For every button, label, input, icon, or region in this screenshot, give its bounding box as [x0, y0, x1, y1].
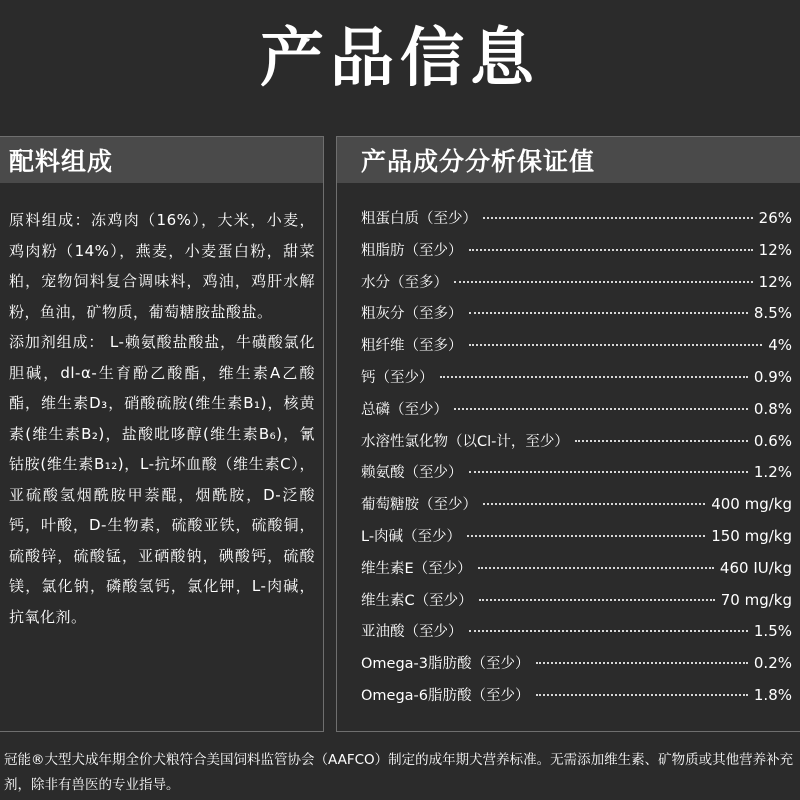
analysis-value: 0.6%: [753, 431, 792, 450]
footnote: 冠能®大型犬成年期全价犬粮符合美国饲料监管协会（AAFCO）制定的成年期犬营养标准。无需添加维生素、矿物质或其他营养补充剂，除非有兽医的专业指导。: [4, 752, 794, 793]
analysis-value: 12%: [758, 272, 792, 291]
ingredients-panel: [0, 136, 324, 732]
dotted-leader: [483, 217, 753, 219]
analysis-row: [361, 426, 792, 458]
analysis-value: 12%: [758, 240, 792, 259]
analysis-row: [361, 585, 792, 617]
analysis-list: [337, 183, 800, 712]
analysis-heading: 产品成分分析保证值: [337, 137, 800, 183]
dotted-leader: [469, 471, 748, 473]
dotted-leader: [478, 567, 714, 569]
analysis-label: 维生素C（至少）: [361, 592, 473, 609]
analysis-row: [361, 298, 792, 330]
analysis-label: 粗纤维（至多）: [361, 338, 463, 355]
analysis-value: 70 mg/kg: [720, 590, 792, 609]
analysis-label: 总磷（至少）: [361, 401, 448, 418]
dotted-leader: [440, 376, 748, 378]
analysis-label: 赖氨酸（至少）: [361, 465, 463, 482]
dotted-leader: [536, 694, 748, 696]
analysis-row: [361, 553, 792, 585]
analysis-value: 150 mg/kg: [711, 526, 792, 545]
analysis-label: 粗蛋白质（至少）: [361, 211, 477, 227]
dotted-leader: [469, 249, 753, 251]
analysis-row: [361, 330, 792, 362]
analysis-value: 0.8%: [753, 399, 792, 418]
analysis-value: 400 mg/kg: [711, 495, 792, 514]
analysis-value: 0.2%: [753, 654, 792, 673]
dotted-leader: [469, 630, 748, 632]
analysis-label: 亚油酸（至少）: [361, 624, 463, 641]
analysis-value: 4%: [768, 336, 792, 355]
analysis-label: L-肉碱（至少）: [361, 528, 462, 545]
analysis-row: [361, 362, 792, 394]
dotted-leader: [454, 408, 748, 410]
dotted-leader: [467, 535, 705, 537]
dotted-leader: [536, 662, 748, 664]
analysis-value: 460 IU/kg: [719, 558, 792, 577]
ingredients-text: [0, 183, 323, 632]
dotted-leader: [575, 440, 748, 442]
analysis-row: [361, 394, 792, 426]
analysis-row: [361, 616, 792, 648]
analysis-panel: [336, 136, 800, 732]
analysis-label: 维生素E（至少）: [361, 560, 472, 577]
analysis-label: Omega-6脂肪酸（至少）: [361, 687, 530, 704]
analysis-value: 1.5%: [753, 622, 792, 641]
analysis-label: 粗脂肪（至少）: [361, 242, 463, 259]
ingredients-heading: 配料组成: [0, 137, 323, 183]
dotted-leader: [454, 281, 753, 283]
dotted-leader: [469, 344, 763, 346]
analysis-row: [361, 203, 792, 235]
analysis-value: 1.8%: [753, 685, 792, 704]
analysis-label: Omega-3脂肪酸（至少）: [361, 656, 530, 673]
analysis-value: 26%: [758, 209, 792, 227]
analysis-row: [361, 489, 792, 521]
analysis-label: 粗灰分（至多）: [361, 306, 463, 323]
analysis-label: 葡萄糖胺（至少）: [361, 497, 477, 514]
analysis-value: 0.9%: [753, 367, 792, 386]
analysis-label: 钙（至少）: [361, 369, 434, 386]
analysis-value: 1.2%: [753, 463, 792, 482]
analysis-row: [361, 680, 792, 712]
analysis-row: [361, 267, 792, 299]
page-title: 产品信息: [260, 22, 540, 96]
analysis-label: 水分（至多）: [361, 274, 448, 291]
analysis-row: [361, 521, 792, 553]
analysis-row: [361, 648, 792, 680]
additives-text: 添加剂组成： L-赖氨酸盐酸盐，牛磺酸氯化胆碱，dl-α-生育酚乙酸酯，维生素A乙酸酯，维生素D₃，硝酸硫胺(维生素B₁)，核黄素(维生素B₂)，盐酸吡哆醇(维生素B₆)，氰钴胺(维生素B₁₂)，L-抗坏血酸（维生素C），亚硫酸氢烟酰胺甲萘醌，烟酰胺，D-泛酸钙，叶酸，D-生物素，硫酸亚铁，硫酸铜，硫酸锌，硫酸锰，亚硒酸钠，碘酸钙，硫酸镁，氯化钠，磷酸氢钙，氯化钾，L-肉碱，抗氧化剂。: [9, 333, 315, 626]
analysis-label: 水溶性氯化物（以Cl-计，至少）: [361, 433, 569, 450]
analysis-row: [361, 235, 792, 267]
dotted-leader: [469, 312, 748, 314]
dotted-leader: [483, 503, 705, 505]
analysis-value: 8.5%: [753, 304, 792, 323]
analysis-row: [361, 457, 792, 489]
raw-materials-text: 原料组成：冻鸡肉（16%），大米，小麦，鸡肉粉（14%），燕麦，小麦蛋白粉，甜菜粕，宠物饲料复合调味料，鸡油，鸡肝水解粉，鱼油，矿物质，葡萄糖胺盐酸盐。: [9, 211, 315, 321]
dotted-leader: [479, 599, 715, 601]
